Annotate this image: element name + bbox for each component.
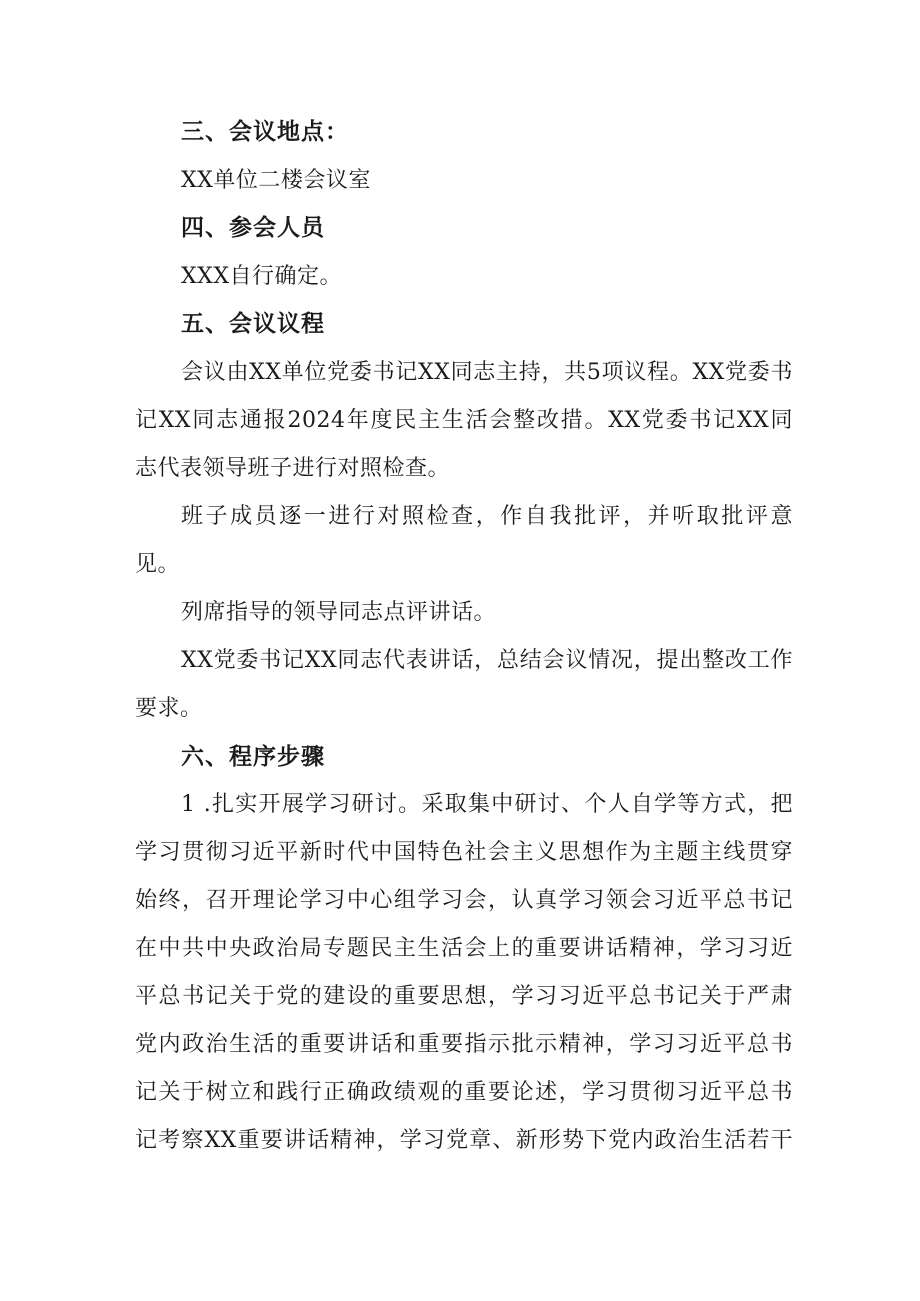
paragraph-line: XXX自行确定。 [181, 264, 342, 289]
paragraph-line: 列席指导的领导同志点评讲话。 [181, 600, 497, 625]
paragraph-line: 在中共中央政治局专题民主生活会上的重要讲话精神，学习习近 [135, 936, 793, 961]
paragraph-line: 记XX同志通报2024年度民主生活会整改措。XX党委书记XX同 [135, 408, 793, 433]
paragraph-line: XX党委书记XX同志代表讲话，总结会议情况，提出整改工作 [181, 648, 793, 673]
paragraph-line: 1 .扎实开展学习研讨。采取集中研讨、个人自学等方式，把 [181, 792, 793, 817]
paragraph-line: 平总书记关于党的建设的重要思想，学习习近平总书记关于严肃 [135, 984, 793, 1009]
paragraph-line: 要求。 [135, 696, 203, 721]
paragraph-line: 记关于树立和践行正确政绩观的重要论述，学习贯彻习近平总书 [135, 1080, 793, 1105]
paragraph-line: 记考察XX重要讲话精神，学习党章、新形势下党内政治生活若干 [135, 1128, 793, 1153]
section-heading-meeting-location: 三、会议地点： [181, 119, 349, 145]
paragraph-line: 志代表领导班子进行对照检查。 [135, 456, 451, 481]
paragraph-line: 学习贯彻习近平新时代中国特色社会主义思想作为主题主线贯穿 [135, 840, 793, 865]
section-heading-procedure: 六、程序步骤 [181, 744, 325, 770]
paragraph-line: 见。 [135, 552, 181, 577]
paragraph-line: 党内政治生活的重要讲话和重要指示批示精神，学习习近平总书 [135, 1032, 793, 1057]
paragraph-line: 始终，召开理论学习中心组学习会，认真学习领会习近平总书记 [135, 888, 793, 913]
section-heading-agenda: 五、会议议程 [181, 311, 325, 337]
paragraph-line: 会议由XX单位党委书记XX同志主持，共5项议程。XX党委书 [181, 360, 793, 385]
paragraph-line: 班子成员逐一进行对照检查，作自我批评，并听取批评意 [181, 504, 793, 529]
paragraph-line: XX单位二楼会议室 [181, 168, 371, 193]
section-heading-attendees: 四、参会人员 [181, 215, 325, 241]
